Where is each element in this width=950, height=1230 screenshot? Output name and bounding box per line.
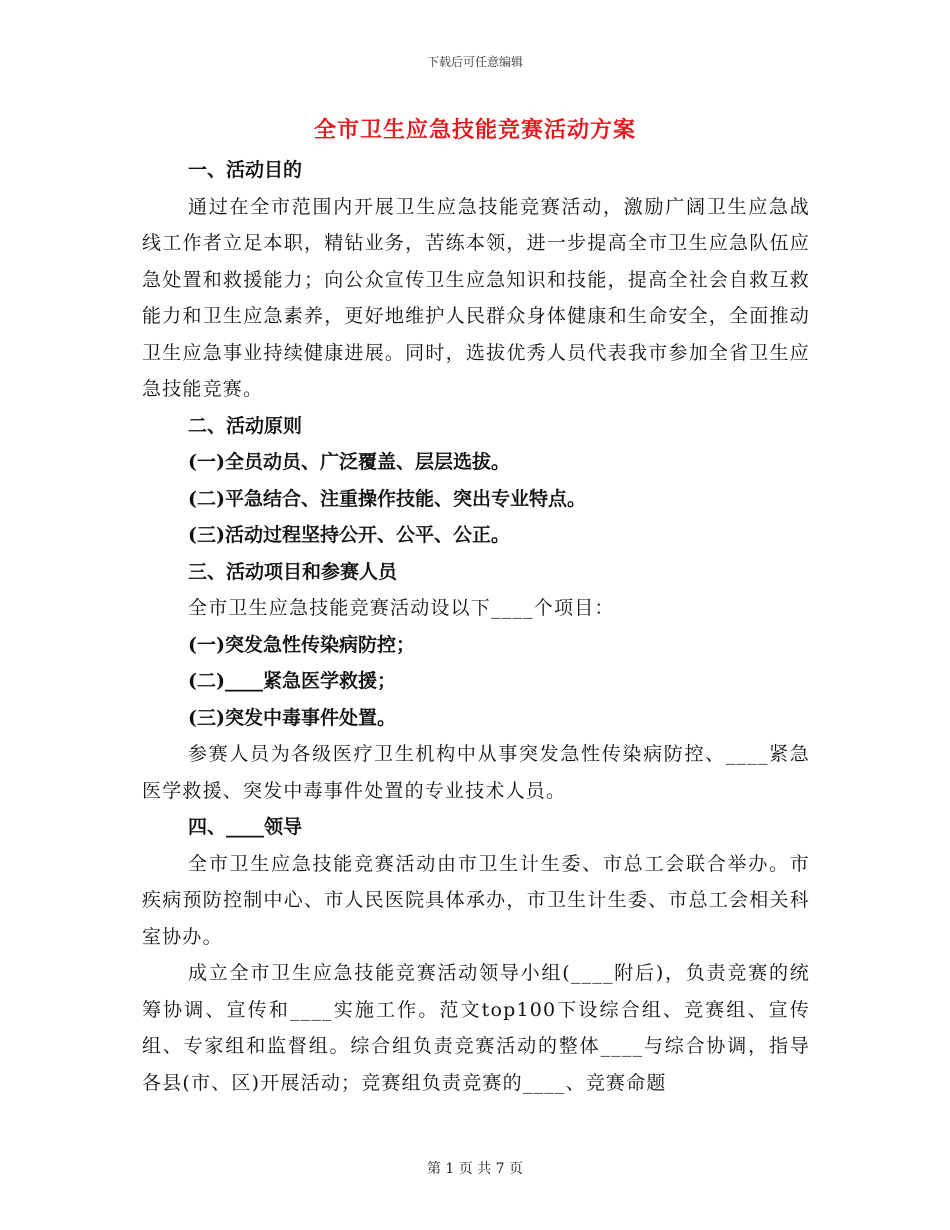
page-number: 第 1 页 共 7 页 — [426, 1161, 524, 1177]
principle-item: (一)全员动员、广泛覆盖、层层选拔。 — [188, 451, 510, 473]
document-body — [142, 152, 810, 1101]
paragraph-participants: 参赛人员为各级医疗卫生机构中从事突发急性传染病防控、____紧急医学救援、突发中毒事件处置的专业技术人员。 — [142, 743, 810, 802]
paragraph-purpose: 通过在全市范围内开展卫生应急技能竞赛活动，激励广阔卫生应急战线工作者立足本职，精钻业务，苦练本领，进一步提高全市卫生应急队伍应急处置和救援能力；向公众宣传卫生应急知识和技能，提高全社会自救互救能力和卫生应急素养，更好地维护人民群众身体健康和生命安全，全面推动卫生应急事业持续健康进展。同时，选拔优秀人员代表我市参加全省卫生应急技能竞赛。 — [142, 195, 810, 400]
paragraph-organizers: 全市卫生应急技能竞赛活动由市卫生计生委、市总工会联合举办。市疾病预防控制中心、市人民医院具体承办，市卫生计生委、市总工会相关科室协办。 — [142, 852, 810, 948]
principle-item: (三)活动过程坚持公开、公平、公正。 — [188, 524, 510, 546]
section-heading-purpose: 一、活动目的 — [188, 159, 303, 181]
project-item: (二)____紧急医学救援； — [188, 670, 396, 692]
project-item: (三)突发中毒事件处置。 — [188, 706, 396, 729]
document-title: 全市卫生应急技能竞赛活动方案 — [313, 117, 636, 143]
principle-item: (二)平急结合、注重操作技能、突出专业特点。 — [188, 487, 586, 510]
projects-intro: 全市卫生应急技能竞赛活动设以下____个项目： — [188, 597, 615, 619]
project-item: (一)突发急性传染病防控； — [188, 633, 415, 656]
header-note: 下载后可任意编辑 — [426, 55, 523, 69]
section-heading-principles: 二、活动原则 — [188, 414, 303, 437]
paragraph-leading-group: 成立全市卫生应急技能竞赛活动领导小组(____附后)，负责竞赛的统筹协调、宣传和____实施工作。范文top100下设综合组、竞赛组、宣传组、专家组和监督组。综合组负责竞赛活动的整体____与综合协调，指导各县(市、区)开展活动；竞赛组负责竞赛的____、竞赛命题 — [142, 962, 810, 1094]
section-heading-leadership: 四、____领导 — [188, 816, 303, 838]
section-heading-projects: 三、活动项目和参赛人员 — [188, 560, 398, 583]
